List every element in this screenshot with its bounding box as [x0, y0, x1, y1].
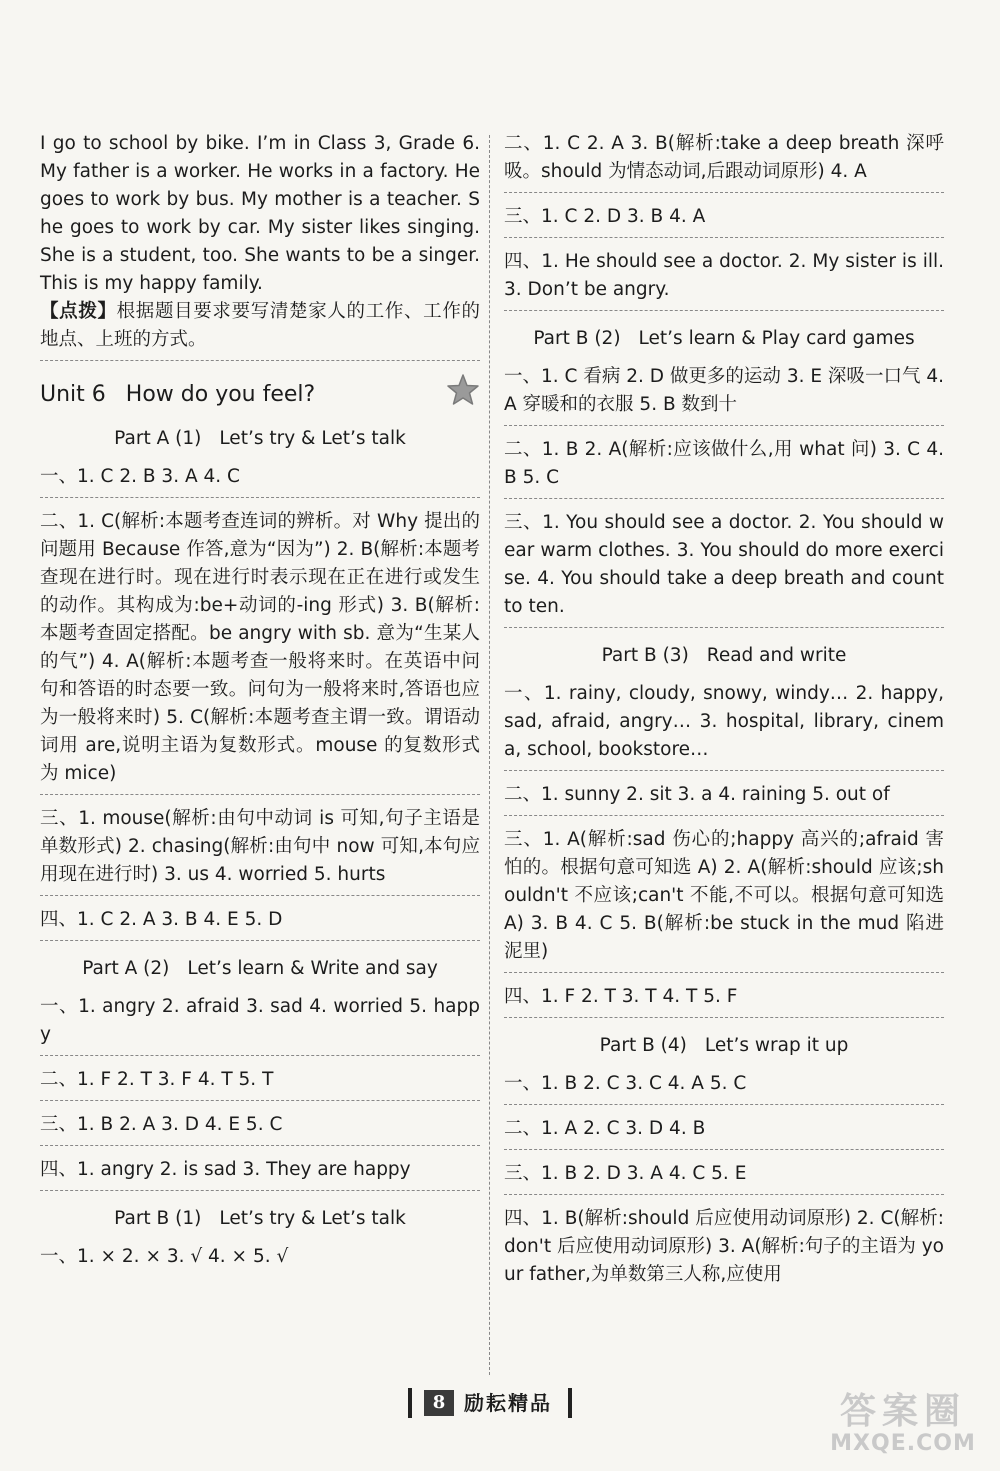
section-title: Let’s wrap it up [704, 1035, 849, 1056]
footer-bracket-left [408, 1388, 412, 1418]
star-icon [446, 373, 480, 407]
answer-line: 三、1. mouse(解析:由句中动词 is 可知,句子主语是单数形式) 2. chasing(解析:由句中 now 可知,本句应用现在进行时) 3. us 4. worried 5. hurts [40, 805, 480, 896]
footer-bracket-right [568, 1388, 572, 1418]
answer-line: 三、1. B 2. A 3. D 4. E 5. C [40, 1111, 480, 1146]
answer-line: 二、1. B 2. A(解析:应该做什么,用 what 问) 3. C 4. B 5. C [504, 436, 944, 499]
answer-line: 四、1. angry 2. is sad 3. They are happy [40, 1156, 480, 1191]
watermark-top: 答案圈 [839, 1391, 966, 1432]
answer-line: 一、1. B 2. C 3. C 4. A 5. C [504, 1070, 944, 1105]
section-part: Part B (3) [601, 645, 689, 666]
section-part: Part A (1) [114, 428, 202, 449]
answer-line: 一、1. × 2. × 3. √ 4. × 5. √ [40, 1246, 289, 1267]
answer-line: 一、1. angry 2. afraid 3. sad 4. worried 5. happy [40, 993, 480, 1056]
tip-label: 【点拨】 [40, 301, 117, 322]
unit-number: Unit 6 [40, 382, 106, 407]
section-title: Let’s try & Let’s talk [219, 428, 406, 449]
section-part: Part A (2) [82, 958, 170, 979]
right-column [504, 130, 944, 1289]
watermark [818, 1392, 988, 1462]
section-title: Read and write [706, 645, 847, 666]
unit-name: How do you feel? [125, 382, 316, 407]
tip-text: 根据题目要求要写清楚家人的工作、工作的地点、上班的方式。 [40, 301, 480, 350]
section-title: Let’s learn & Play card games [638, 328, 915, 349]
answer-line: 二、1. F 2. T 3. F 4. T 5. T [40, 1066, 480, 1101]
answer-line: 二、1. C 2. A 3. B(解析:take a deep breath 深呼吸。should 为情态动词,后跟动词原形) 4. A [504, 130, 944, 193]
answer-line: 四、1. C 2. A 3. B 4. E 5. D [40, 906, 480, 941]
section-title: Let’s try & Let’s talk [219, 1208, 406, 1229]
footer-bar [408, 1388, 572, 1420]
section-heading [504, 325, 944, 353]
section-part: Part B (4) [599, 1035, 687, 1056]
watermark-bottom: MXQE.COM [830, 1431, 976, 1456]
essay-tail: I go to school by bike. I’m in Class 3, Grade 6. My father is a worker. He works in a factory. He goes to work by bus. My mother is a teacher. She goes to work by car. My sister likes singing. She is a student, too. She wants to be a singer. This is my happy family. [40, 133, 480, 294]
section-heading [504, 642, 944, 670]
answer-line: 三、1. A(解析:sad 伤心的;happy 高兴的;afraid 害怕的。根据句意可知选 A) 2. A(解析:should 应该;shouldn't 不应该;can't 不能,不可以。根据句意可知选 A) 3. B 4. C 5. B(解析:be stuck in the mud 陷进泥里) [504, 826, 944, 973]
answer-line: 三、1. B 2. D 3. A 4. C 5. E [504, 1160, 944, 1195]
answer-line: 一、1. C 2. B 3. A 4. C [40, 463, 480, 498]
unit-title [40, 379, 480, 411]
answer-line: 四、1. He should see a doctor. 2. My sister is ill. 3. Don’t be angry. [504, 248, 944, 311]
section-heading [504, 1032, 944, 1060]
answer-line: 一、1. C 看病 2. D 做更多的运动 3. E 深吸一口气 4. A 穿暖和的衣服 5. B 数到十 [504, 363, 944, 426]
answer-line: 二、1. sunny 2. sit 3. a 4. raining 5. out of [504, 781, 944, 816]
answer-line: 四、1. B(解析:should 后应使用动词原形) 2. C(解析:don't 后应使用动词原形) 3. A(解析:句子的主语为 your father,为单数第三人称,应使用 [504, 1208, 944, 1285]
answer-line: 四、1. F 2. T 3. T 4. T 5. F [504, 983, 944, 1018]
section-heading [40, 1205, 480, 1233]
section-part: Part B (2) [533, 328, 621, 349]
answer-line: 二、1. A 2. C 3. D 4. B [504, 1115, 944, 1150]
answer-line: 三、1. C 2. D 3. B 4. A [504, 203, 944, 238]
column-divider [489, 135, 490, 1375]
answer-line: 二、1. C(解析:本题考查连词的辨析。对 Why 提出的问题用 Because 作答,意为“因为”) 2. B(解析:本题考查现在进行时。现在进行时表示现在正在进行或发生的动作。其构成为:be+动词的-ing 形式) 3. B(解析:本题考查固定搭配。be angry with sb. 意为“生某人的气”) 4. A(解析:本题考查一般将来时。在英语中问句和答语的时态要一致。问句为一般将来时,答语也应为一般将来时) 5. C(解析:本题考查主谓一致。谓语动词用 are,说明主语为复数形式。mouse 的复数形式为 mice) [40, 508, 480, 795]
brand-name: 励耘精品 [464, 1391, 552, 1415]
tip-paragraph [40, 298, 480, 361]
section-heading [40, 425, 480, 453]
answer-line: 一、1. rainy, cloudy, snowy, windy… 2. happy, sad, afraid, angry… 3. hospital, library, cinema, school, bookstore… [504, 680, 944, 771]
section-part: Part B (1) [114, 1208, 202, 1229]
section-title: Let’s learn & Write and say [187, 958, 438, 979]
left-column [40, 130, 480, 1271]
page-number: 8 [424, 1390, 454, 1416]
answer-line: 三、1. You should see a doctor. 2. You should wear warm clothes. 3. You should do more exercise. 4. You should take a deep breath and count to ten. [504, 509, 944, 628]
section-heading [40, 955, 480, 983]
